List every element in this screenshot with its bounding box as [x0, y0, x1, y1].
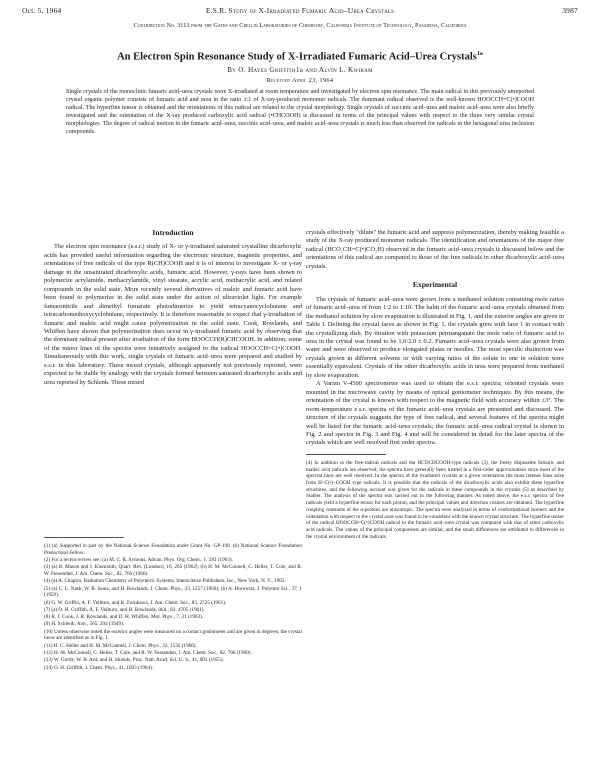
footnote: (7) (a) O. H. Griffith, A. F. Vellturo, and H. Rowlands, ibid., 83, 4705 (1961).: [44, 606, 205, 613]
issue-date: Oct. 5, 1964: [22, 6, 62, 15]
experimental-heading: Experimental: [412, 280, 458, 290]
experimental-notes: (4) In addition to the free-radical radicals and the HCOCHCOOH-type radicals (3), the freely disposable fumaric and maleic acid radicals are observed; the spectra have generally been treated in a first-order approximation since most of the spectral lines are well resolved. In the spectra of the irradiated crystals at a given orientation the most intense lines arise from H–C(•)–COOH type radicals. It is possible that the radicals of the dicarboxylic acids also exhibit these hyperfine structures, and the following account was given for the radicals in these compounds in the crystals (5) as described by Stabler. The analysis of the spectra was carried out in the following manner. As noted above, the e.s.r. spectra of free radicals yield a hyperfine tensor for each proton, and the principal values and direction cosines are obtained. The hyperfine coupling constants of the α-protons are anisotropic. The spectra were analyzed in terms of conformational isomers and the orientation with respect to the crystal axes was found to be consistent with the known crystal structure. The hyperfine tensor of the radical HOOCCH=C(•)COOH radical in the fumaric acid–urea crystal was compared with that of other carboxylic acid radicals. The values of the principal components are similar, and the small differences are attributed to differences in the crystal environment of the radicals.: [306, 459, 564, 540]
footnote: (3) (a) R. Mason and J. Kinmonth, Quart. Rev. (London), 16, 205 (1962); (b) H. M. McConnell, C. Heller, T. Cole, and R. W. Fessenden, J. Am. Chem. Soc., 82, 766 (1960).: [44, 564, 302, 577]
footnote: (2) For a recent review see: (a) M. C. R. Symons, Advan. Phys. Org. Chem., 1, 283 (1963).: [44, 557, 233, 563]
footnote: (8) R. J. Cook, J. R. Rowlands, and D. H. Whiffen, Mol. Phys., 7, 31 (1963).: [44, 614, 204, 621]
footnote-rule: [44, 537, 124, 538]
footnote: (4) (a) A. Chapiro, Radiation Chemistry of Polymeric Systems, Interscience Publishers, Inc., New York, N. Y., 1962.: [44, 578, 286, 585]
footnote: (14) O. H. Griffith, J. Chem. Phys., 41, 1093 (1964).: [44, 664, 154, 671]
received-date: Received April 23, 1964: [266, 77, 334, 84]
introduction-paragraph: The electron spin resonance (e.s.r.) study of X- or γ-irradiated saturated crystalline dicarboxylic acids has provided useful information regarding the electronic structure, magnetic properties, and orientations of free radicals of the type R(CH)COOH and it is of interest to investigate X- or γ-ray damage in the unsaturated dicarboxylic acids, fumaric acid. However, γ-rays have been shown to polymerize acrylamide, methacrylamide, vinyl stearate, acrylic acid, methacrylic acid, and related compounds in the solid state. More recently several derivatives of maleic and fumaric acid have been found to polymerize in the solid state under the action of ultraviolet light. For example fumaronitrile and dimethyl fumarate photodimerize to yield tetracyanocyclobutane and tetracarbomethoxycyclobutane, respectively. It is therefore reasonable to expect that γ-irradiation of fumaric and maleic acid might cause polymerization in the solid state. Cook, Rowlands, and Whiffen have shown that polymerization does occur in γ-irradiated fumaric acid by observing that the dominant radical present after irradiation of the form HOOCCH(R)CHCOOH. In addition, some of the minor lines of the spectra were tentatively assigned to the radical HOOCCH=C(•)COOH. Simultaneously with this work, single crystals of fumaric acid–urea were prepared and studied by e.s.r. in this laboratory. These mixed crystals, although apparently not previously reported, were expected to be stable by analogy with the crystals formed between saturated dicarboxylic acids and urea reported by Schlenk. These mixed: [44, 243, 302, 386]
article-title: [30, 48, 570, 64]
footnote: (5) (a) C. L. Nash, W. R. Sears, and H. Rowlands, J. Chem. Phys., 33, 1257 (1960); (b) A. Horowitz, J. Polymer Sci., 37, 1 (1959).: [44, 585, 302, 599]
contribution-line: Contribution No. 3113 from the Gates and Crellin Laboratories of Chemistry, California Institute of Technology, Pasadena, California: [133, 22, 467, 29]
footnote: (13) W. Gordy, W. B. Ard, and H. Shields, Proc. Natl. Acad. Sci. U. S., 41, 983 (1955).: [44, 657, 224, 664]
left-column: [44, 229, 302, 387]
introduction-heading: Introduction: [152, 228, 194, 237]
footnote: (12) H. M. McConnell, C. Heller, T. Cole, and R. W. Fessenden, J. Am. Chem. Soc., 82, 766 (1960).: [44, 650, 252, 657]
footnote: (6) G. W. Griffin, A. F. Vellturo, and K. Furukawa, J. Am. Chem. Soc., 83, 2725 (1961).: [44, 599, 227, 606]
article-title-text: An Electron Spin Resonance Study of X-Irradiated Fumaric Acid–Urea Crystals: [117, 51, 477, 63]
author-byline: By O. Hayes Griffith1b and Alvin L. Kwiram: [227, 66, 373, 74]
introduction-continuation: crystals effectively "dilute" the fumaric acid and suppress polymerization, thereby making feasible a study of the X-ray produced monomer radicals. The identification and orientations of the major free radical (HCO₂CH=C(•)CO₂H) observed in the fumaric acid–urea crystals is discussed below and the orientations of this radical are compared to those of the free radicals in other dicarboxylic acid–urea crystals.: [306, 229, 564, 270]
title-footnote-mark: 1a: [476, 51, 483, 57]
running-head: [22, 6, 578, 18]
page-number: 3987: [562, 6, 578, 15]
footnotes: [44, 531, 302, 672]
notes-rule: [306, 454, 386, 455]
footnote: (9) H. Schlenk, Ann., 565, 204 (1949).: [44, 621, 125, 628]
abstract: Single crystals of the monoclinic fumaric acid–urea crystals were X-irradiated at room temperature and investigated by electron spin resonance. The main radical in this previously unreported crystal organic polymer consists of fumaric acid and urea in the ratio 1:1 of X-ray-produced monomer radicals. The dominant radical observed is the well-known HOOCCH=C(•)COOH radical. The hyperfine tensor is obtained and the orientations of this radical are related to the crystal morphology. Single crystals of succinic acid–urea and maleic acid–urea were also briefly investigated and the orientation of the X-ray produced carboxylic acid radical (•CHCOOH) is discussed in terms of the principal values with respect to the three very similar crystal morphologies. The degree of radical motion in the fumaric acid–urea, succinic acid–urea, and maleic acid–urea crystals is much less than observed for radicals in the hexagonal urea inclusion compounds.: [66, 89, 534, 135]
experimental-paragraph: A Varian V-4500 spectrometer was used to obtain the e.s.r. spectra; oriented crystals were mounted in the microwave cavity by means of optical goniometer techniques. By this means, the orientation of the crystal is known with respect to the magnetic field with accuracy within ±3°. The room-temperature e.s.r. spectra of the fumaric acid–urea crystals are presented and discussed. The structure of the crystals suggests the type of free radical, and several features of the spectra might well be listed for the fumaric acid–urea crystals; the fumaric acid–urea radical crystal is shown in Fig. 2 and spectra in Fig. 3 and Fig. 4 and will be considered in detail for the later spectra of the crystals which are well resolved first order spectra.: [306, 380, 564, 447]
right-column: [306, 229, 564, 540]
experimental-paragraph: The crystals of fumaric acid–urea were grown from a methanol solution containing mole ratios of fumaric acid–urea of from 1:2 to 1:10. The habit of the fumaric acid–urea crystals obtained from the methanol solution by slow evaporation is illustrated in Fig. 1, and the exterior angles are given in Table I. Defining the crystal faces as shown in Fig. 1, the crystals grew with face 1 in contact with the crystallizing dish. By titration with potassium permanganate the mole ratio of fumaric acid to urea in the crystal was found to be 1.0:2.0 ± 0.2. Fumaric acid–urea crystals were also grown from water and were observed to produce elongated plates or needles. The most specific distinction was crystals grown in different solvents or with varying ratios of the solute to one in solution were essentially equivalent. Crystals of the other dicarboxylic acids in urea were prepared from methanol by slow evaporation.: [306, 295, 564, 379]
footnote: (10) Unless otherwise noted the exterior angles were measured on a contact goniometer and are given in degrees; the crystal faces are identified as in Fig. 1.: [44, 628, 302, 642]
running-title: E.S.R. Study of X-Irradiated Fumaric Acid–Urea Crystals: [205, 6, 395, 15]
footnote: (11) H. C. Heller and H. M. McConnell, J. Chem. Phys., 32, 1535 (1960).: [44, 642, 197, 649]
footnote: (1) (a) Supported in part by the National Science Foundation under Grant No. GP-190. (b) National Science Foundation Predoctoral Fellow.: [44, 543, 302, 556]
